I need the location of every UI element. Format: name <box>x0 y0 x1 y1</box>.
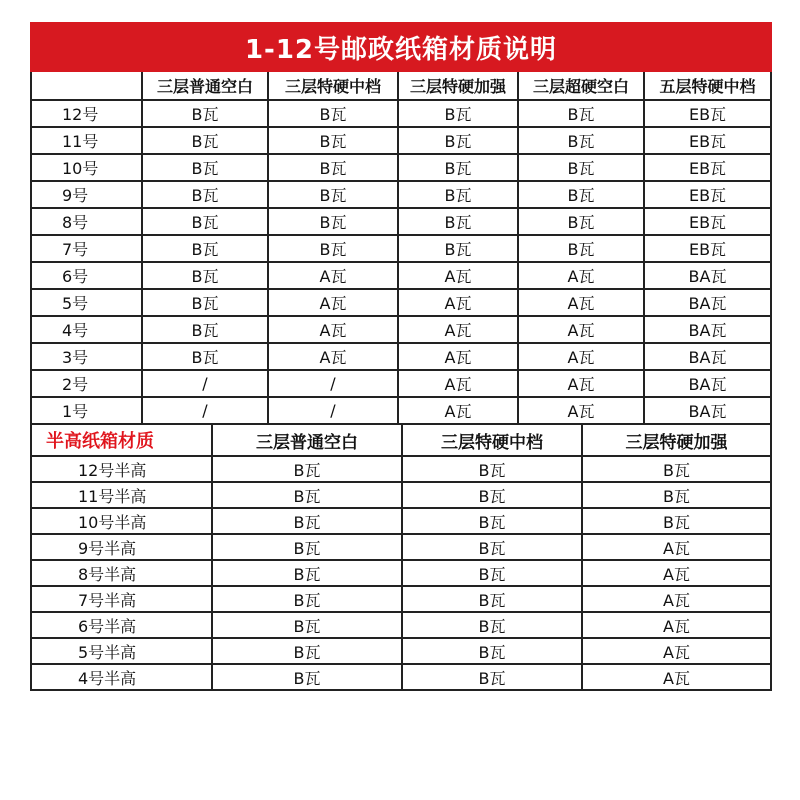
table-row <box>32 456 770 482</box>
table-cell: A瓦 <box>518 316 644 343</box>
table-cell: B瓦 <box>518 208 644 235</box>
table-cell: B瓦 <box>402 560 582 586</box>
material-tables <box>30 72 772 691</box>
table-cell: B瓦 <box>142 289 268 316</box>
table-cell: B瓦 <box>142 181 268 208</box>
table-cell: A瓦 <box>398 397 518 424</box>
table-row <box>32 612 770 638</box>
table-cell: B瓦 <box>518 235 644 262</box>
table-cell: B瓦 <box>142 316 268 343</box>
table-cell: B瓦 <box>142 100 268 127</box>
table-cell: B瓦 <box>268 154 398 181</box>
row-label: 9号 <box>32 181 142 208</box>
table-cell: B瓦 <box>398 235 518 262</box>
table-cell: B瓦 <box>212 612 402 638</box>
table-cell: A瓦 <box>268 262 398 289</box>
row-label: 12号 <box>32 100 142 127</box>
row-label: 6号 <box>32 262 142 289</box>
row-label: 3号 <box>32 343 142 370</box>
column-header: 三层特硬加强 <box>398 72 518 100</box>
row-label: 9号半高 <box>32 534 212 560</box>
table-row <box>32 560 770 586</box>
row-label: 6号半高 <box>32 612 212 638</box>
table-row <box>32 181 770 208</box>
table-cell: B瓦 <box>402 456 582 482</box>
table-cell: B瓦 <box>582 508 770 534</box>
table-cell: B瓦 <box>582 456 770 482</box>
table-cell: B瓦 <box>212 534 402 560</box>
table-cell: EB瓦 <box>644 154 770 181</box>
row-label: 2号 <box>32 370 142 397</box>
table-row <box>32 586 770 612</box>
table-row <box>32 370 770 397</box>
table-cell: B瓦 <box>142 343 268 370</box>
table-cell: / <box>268 370 398 397</box>
table-cell: A瓦 <box>663 668 690 688</box>
table-cell: BA瓦 <box>644 343 770 370</box>
table-cell: B瓦 <box>518 100 644 127</box>
table-cell: B瓦 <box>142 154 268 181</box>
table-cell: A瓦 <box>518 343 644 370</box>
table-row <box>32 208 770 235</box>
row-label: 8号 <box>32 208 142 235</box>
table-cell: BA瓦 <box>644 370 770 397</box>
table-cell: B瓦 <box>212 638 402 664</box>
table-cell: A瓦 <box>582 534 770 560</box>
table-row <box>32 534 770 560</box>
table-cell: A瓦 <box>518 370 644 397</box>
table-cell: B瓦 <box>398 100 518 127</box>
column-header: 三层特硬中档 <box>268 72 398 100</box>
table-cell: B瓦 <box>268 235 398 262</box>
table-cell: B瓦 <box>268 208 398 235</box>
column-header: 三层普通空白 <box>212 425 402 456</box>
row-label: 5号半高 <box>32 638 212 664</box>
table-cell: A瓦 <box>582 560 770 586</box>
table-cell: B瓦 <box>268 181 398 208</box>
half-height-material-table <box>32 425 770 689</box>
table-cell: A瓦 <box>268 343 398 370</box>
table-cell: A瓦 <box>518 397 644 424</box>
table-cell: B瓦 <box>518 181 644 208</box>
table-cell: B瓦 <box>212 664 402 689</box>
column-header: 三层超硬空白 <box>518 72 644 100</box>
row-label: 11号 <box>32 127 142 154</box>
table-row <box>32 316 770 343</box>
row-label: 4号半高 <box>32 664 212 689</box>
table-row <box>32 508 770 534</box>
table-cell: B瓦 <box>582 482 770 508</box>
table-row <box>32 482 770 508</box>
table-row <box>32 127 770 154</box>
table-cell: BA瓦 <box>644 316 770 343</box>
table-cell: EB瓦 <box>644 127 770 154</box>
full-size-material-table <box>32 72 770 425</box>
page-title: 1-12号邮政纸箱材质说明 <box>244 34 558 65</box>
row-label: 7号 <box>32 235 142 262</box>
table-cell: BA瓦 <box>644 397 770 424</box>
table-cell: EB瓦 <box>644 208 770 235</box>
table-row <box>32 343 770 370</box>
table-cell: A瓦 <box>582 612 770 638</box>
table-cell: B瓦 <box>212 482 402 508</box>
table-cell: B瓦 <box>268 127 398 154</box>
table-cell: B瓦 <box>398 154 518 181</box>
table-row <box>32 397 770 424</box>
column-header: 三层特硬中档 <box>402 425 582 456</box>
row-label: 4号 <box>32 316 142 343</box>
header-row <box>32 425 770 456</box>
table-cell: B瓦 <box>142 208 268 235</box>
table-cell: BA瓦 <box>644 262 770 289</box>
table-cell: A瓦 <box>582 638 770 664</box>
row-label: 10号 <box>32 154 142 181</box>
row-label: 5号 <box>32 289 142 316</box>
corner-header-cell <box>32 72 142 100</box>
table-cell: B瓦 <box>212 456 402 482</box>
table-row <box>32 100 770 127</box>
row-label: 12号半高 <box>32 456 212 482</box>
table-cell: B瓦 <box>402 586 582 612</box>
table-cell: B瓦 <box>402 612 582 638</box>
title-banner <box>30 22 772 72</box>
row-label: 8号半高 <box>32 560 212 586</box>
table-cell: A瓦 <box>398 343 518 370</box>
table-cell: / <box>268 397 398 424</box>
table-cell: A瓦 <box>398 289 518 316</box>
table-cell: A瓦 <box>398 370 518 397</box>
table-row <box>32 664 770 689</box>
table-cell: B瓦 <box>142 262 268 289</box>
table-cell: EB瓦 <box>644 181 770 208</box>
table-cell: A瓦 <box>398 262 518 289</box>
table-cell: B瓦 <box>142 235 268 262</box>
table-cell: B瓦 <box>212 508 402 534</box>
table-cell: B瓦 <box>402 508 582 534</box>
table-cell: B瓦 <box>518 127 644 154</box>
table-row <box>32 235 770 262</box>
table-cell: B瓦 <box>402 482 582 508</box>
row-label: 7号半高 <box>32 586 212 612</box>
row-label: 1号 <box>32 397 142 424</box>
table-cell: EB瓦 <box>644 235 770 262</box>
table-cell: A瓦 <box>398 316 518 343</box>
table-cell: A瓦 <box>518 289 644 316</box>
table-cell: B瓦 <box>398 127 518 154</box>
table-cell: B瓦 <box>398 181 518 208</box>
table-cell: EB瓦 <box>644 100 770 127</box>
table-cell: A瓦 <box>268 289 398 316</box>
table-cell: / <box>142 397 268 424</box>
row-label: 10号半高 <box>32 508 212 534</box>
table-cell: / <box>142 370 268 397</box>
table-cell: B瓦 <box>402 664 582 689</box>
column-header: 三层普通空白 <box>142 72 268 100</box>
column-header: 五层特硬中档 <box>644 72 770 100</box>
table-row <box>32 154 770 181</box>
table-cell: B瓦 <box>268 100 398 127</box>
table-cell: A瓦 <box>268 316 398 343</box>
table-cell: BA瓦 <box>644 289 770 316</box>
table-cell: B瓦 <box>212 560 402 586</box>
table-cell: B瓦 <box>402 534 582 560</box>
table-cell: B瓦 <box>518 154 644 181</box>
table-cell: B瓦 <box>402 638 582 664</box>
table-row <box>32 289 770 316</box>
table-cell: B瓦 <box>142 127 268 154</box>
table-row <box>32 638 770 664</box>
column-header: 三层特硬加强 <box>582 425 770 456</box>
table-cell: B瓦 <box>398 208 518 235</box>
row-label: 11号半高 <box>32 482 212 508</box>
table-cell: A瓦 <box>582 586 770 612</box>
table-cell: A瓦 <box>518 262 644 289</box>
corner-header-cell: 半高纸箱材质 <box>32 425 212 456</box>
table-cell: B瓦 <box>212 586 402 612</box>
table-row <box>32 262 770 289</box>
header-row <box>32 72 770 100</box>
